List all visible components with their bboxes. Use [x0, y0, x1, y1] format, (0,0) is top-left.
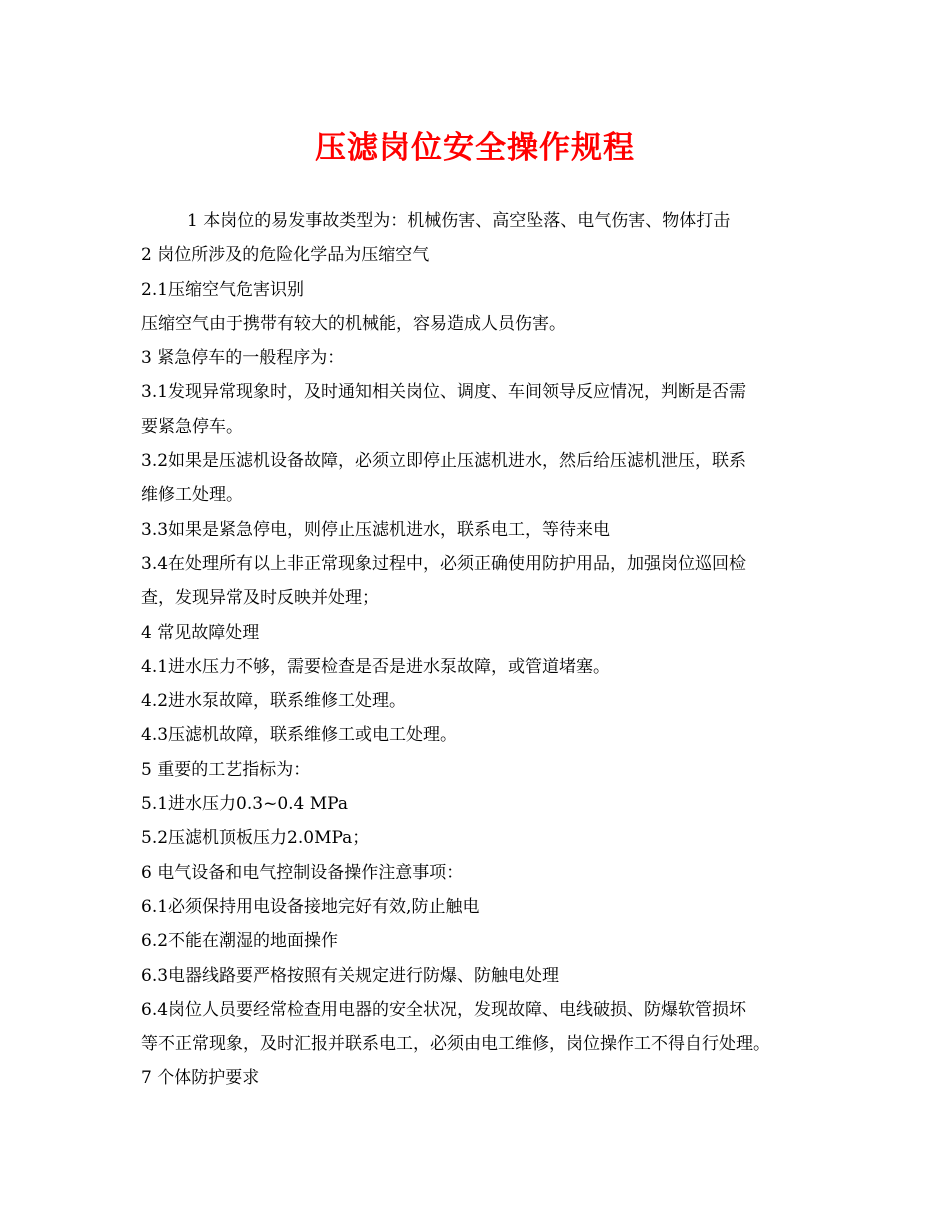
paragraph-line: 6.3电器线路要严格按照有关规定进行防爆、防触电处理	[141, 965, 560, 986]
paragraph-line: 4.1进水压力不够，需要检查是否是进水泵故障，或管道堵塞。	[141, 656, 611, 677]
paragraph-line: 4 常见故障处理	[141, 622, 260, 643]
paragraph-line: 3 紧急停车的一般程序为：	[141, 348, 345, 369]
paragraph-line: 4.2进水泵故障，联系维修工处理。	[141, 691, 407, 712]
paragraph-line: 5 重要的工艺指标为：	[141, 759, 311, 780]
paragraph-line: 4.3压滤机故障，联系维修工或电工处理。	[141, 725, 458, 746]
paragraph-line: 等不正常现象，及时汇报并联系电工，必须由电工维修，岗位操作工不得自行处理。	[141, 1034, 770, 1055]
paragraph-line: 2.1压缩空气危害识别	[141, 279, 305, 300]
document-body	[141, 204, 821, 1096]
paragraph-line: 6.4岗位人员要经常检查用电器的安全状况，发现故障、电线破损、防爆软管损坏	[141, 999, 747, 1020]
paragraph-line: 6.2不能在潮湿的地面操作	[141, 931, 339, 952]
paragraph-line: 5.2压滤机顶板压力2.0MPa；	[141, 828, 370, 849]
paragraph-line: 7 个体防护要求	[141, 1068, 260, 1089]
paragraph-line: 6.1必须保持用电设备接地完好有效,防止触电	[141, 896, 480, 917]
paragraph-line: 3.2如果是压滤机设备故障，必须立即停止压滤机进水，然后给压滤机泄压，联系	[141, 451, 747, 472]
paragraph-line: 5.1进水压力0.3~0.4 MPa	[141, 794, 348, 815]
paragraph-line: 要紧急停车。	[141, 416, 243, 437]
paragraph-line: 维修工处理。	[141, 485, 243, 506]
paragraph-line: 3.3如果是紧急停电，则停止压滤机进水，联系电工，等待来电	[141, 519, 611, 540]
paragraph-line: 2 岗位所涉及的危险化学品为压缩空气	[141, 245, 430, 266]
document-title: 压滤岗位安全操作规程	[315, 130, 635, 166]
paragraph-line: 3.4在处理所有以上非正常现象过程中，必须正确使用防护用品，加强岗位巡回检	[141, 553, 747, 574]
paragraph-line: 查，发现异常及时反映并处理；	[141, 588, 379, 609]
paragraph-line: 压缩空气由于携带有较大的机械能，容易造成人员伤害。	[141, 313, 566, 334]
paragraph-line: 6 电气设备和电气控制设备操作注意事项：	[141, 862, 464, 883]
paragraph-line: 1 本岗位的易发事故类型为：机械伤害、高空坠落、电气伤害、物体打击	[187, 211, 731, 231]
paragraph-line: 3.1发现异常现象时，及时通知相关岗位、调度、车间领导反应情况，判断是否需	[141, 382, 747, 403]
